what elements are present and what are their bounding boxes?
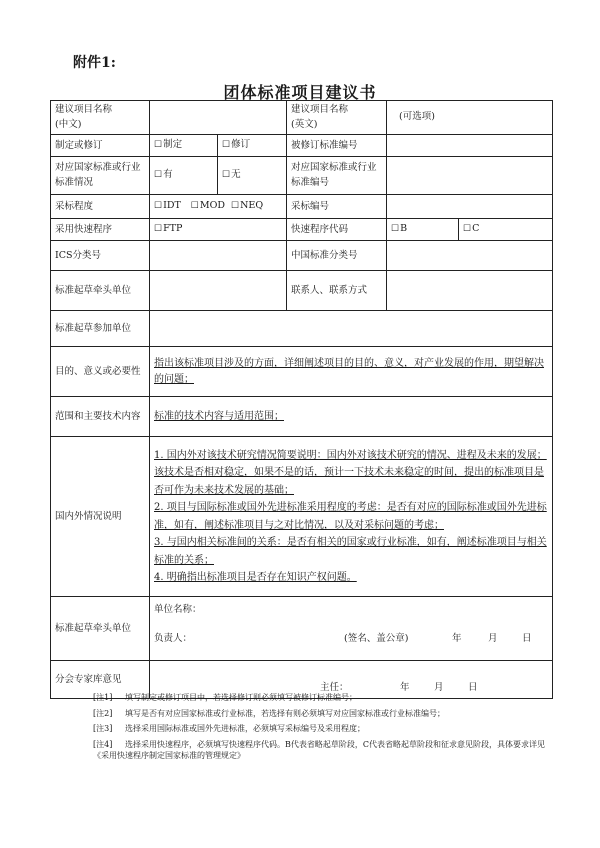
- day-label: 日: [522, 633, 532, 645]
- has-checkbox[interactable]: ☐ 有: [150, 157, 218, 195]
- participant-unit-field[interactable]: [150, 311, 553, 347]
- national-std-no-field[interactable]: [387, 157, 553, 195]
- adoption-no-label: 采标编号: [287, 195, 387, 219]
- revised-std-no-field[interactable]: [387, 135, 553, 157]
- sign-label: (签名、盖公章): [344, 633, 409, 645]
- attachment-label: 附件1:: [73, 55, 116, 71]
- situation-item: 2. 项目与国际标准或国外先进标准采用程度的考虑：是否有对应的国际标准或国外先进标准，如有，阐述标准项目与之对比情况，以及对采标问题的考虑；: [154, 502, 547, 531]
- scope-label: 范围和主要技术内容: [51, 397, 150, 437]
- adoption-options: [150, 195, 287, 219]
- purpose-label: 目的、意义或必要性: [51, 347, 150, 397]
- page-title: 团体标准项目建议书: [223, 83, 377, 102]
- situation-label: 国内外情况说明: [51, 437, 150, 597]
- lead-unit2-field[interactable]: [150, 597, 553, 661]
- ftp-checkbox[interactable]: ☐ FTP: [150, 219, 287, 241]
- note-item: [注2] 填写是否有对应国家标准或行业标准，若选择有则必须填写对应国家标准或行业标准编号；: [93, 708, 445, 718]
- note-item: [注3] 选择采用国际标准或国外先进标准，必须填写采标编号及采用程度；: [93, 724, 365, 734]
- year-label: 年: [452, 633, 462, 645]
- ccs-label: 中国标准分类号: [287, 241, 387, 271]
- mod-checkbox[interactable]: ☐ MOD: [191, 200, 225, 211]
- note-item: [注1] 填写制定或修订项目中，若选择修订则必须填写被修订标准编号；: [93, 693, 357, 702]
- purpose-text[interactable]: 指出该标准项目涉及的方面，详细阐述项目的目的、意义，对产业发展的作用，期望解决的问题；: [150, 347, 553, 397]
- adoption-no-field[interactable]: [387, 195, 553, 219]
- month-label: 月: [488, 633, 498, 645]
- unit-name-label: 单位名称：: [154, 604, 202, 616]
- name-en-label: 建议项目名称 (英文): [287, 101, 387, 135]
- fast-procedure-label: 采用快速程序: [51, 219, 150, 241]
- name-cn-field[interactable]: [150, 101, 287, 135]
- note-item: [注4] 选择采用快速程序，必须填写快速程序代码。B代表省略起草阶段，C代表省略起草阶段和征求意见阶段，具体要求详见《采用快速程序制定国家标准的管理规定》: [93, 739, 545, 761]
- month-label: 月: [434, 681, 444, 693]
- fast-code-label: 快速程序代码: [287, 219, 387, 241]
- name-cn-label: 建议项目名称 (中文): [51, 101, 150, 135]
- lead-unit-field[interactable]: [150, 271, 287, 311]
- day-label: 日: [468, 681, 478, 693]
- lead-unit2-label: 标准起草牵头单位: [51, 597, 150, 661]
- c-checkbox[interactable]: ☐ C: [459, 219, 553, 241]
- revised-std-no-label: 被修订标准编号: [287, 135, 387, 157]
- responsible-label: 负责人：: [154, 633, 193, 645]
- ics-field[interactable]: [150, 241, 287, 271]
- idt-checkbox[interactable]: ☐ IDT: [154, 200, 181, 211]
- contact-field[interactable]: [387, 271, 553, 311]
- name-en-field[interactable]: [387, 101, 553, 135]
- contact-label: 联系人、联系方式: [287, 271, 387, 311]
- revise-checkbox[interactable]: ☐ 修订: [218, 135, 287, 157]
- ccs-field[interactable]: [387, 241, 553, 271]
- participant-unit-label: 标准起草参加单位: [51, 311, 150, 347]
- b-checkbox[interactable]: ☐ B: [387, 219, 459, 241]
- formulate-label: 制定或修订: [51, 135, 150, 157]
- adoption-degree-label: 采标程度: [51, 195, 150, 219]
- name-en-hint: (可选项): [399, 111, 435, 123]
- none-checkbox[interactable]: ☐ 无: [218, 157, 287, 195]
- notes: [93, 692, 555, 766]
- ics-label: ICS分类号: [51, 241, 150, 271]
- situation-item: 3. 与国内相关标准间的关系：是否有相关的国家或行业标准，如有，阐述标准项目与相关标准的关系；: [154, 537, 547, 566]
- year-label: 年: [400, 681, 410, 693]
- national-std-no-label: 对应国家标准或行业标准编号: [287, 157, 387, 195]
- formulate-checkbox[interactable]: ☐ 制定: [150, 135, 218, 157]
- director-label: 主任：: [320, 681, 349, 693]
- situation-field[interactable]: [150, 437, 553, 597]
- neq-checkbox[interactable]: ☐ NEQ: [231, 200, 263, 211]
- situation-item: 1. 国内外对该技术研究情况简要说明：国内外对该技术研究的情况、进程及未来的发展；该技术是否相对稳定，如果不是的话，预计一下技术未来稳定的时间，提出的标准项目是否可作为未来技术发展的基础；: [154, 449, 547, 496]
- scope-text[interactable]: 标准的技术内容与适用范围；: [150, 397, 553, 437]
- lead-unit-label: 标准起草牵头单位: [51, 271, 150, 311]
- national-std-label: 对应国家标准或行业标准情况: [51, 157, 150, 195]
- expert-label: 分会专家库意见: [51, 661, 150, 699]
- proposal-form-table: [50, 100, 553, 699]
- situation-item: 4. 明确指出标准项目是否存在知识产权问题。: [154, 572, 357, 584]
